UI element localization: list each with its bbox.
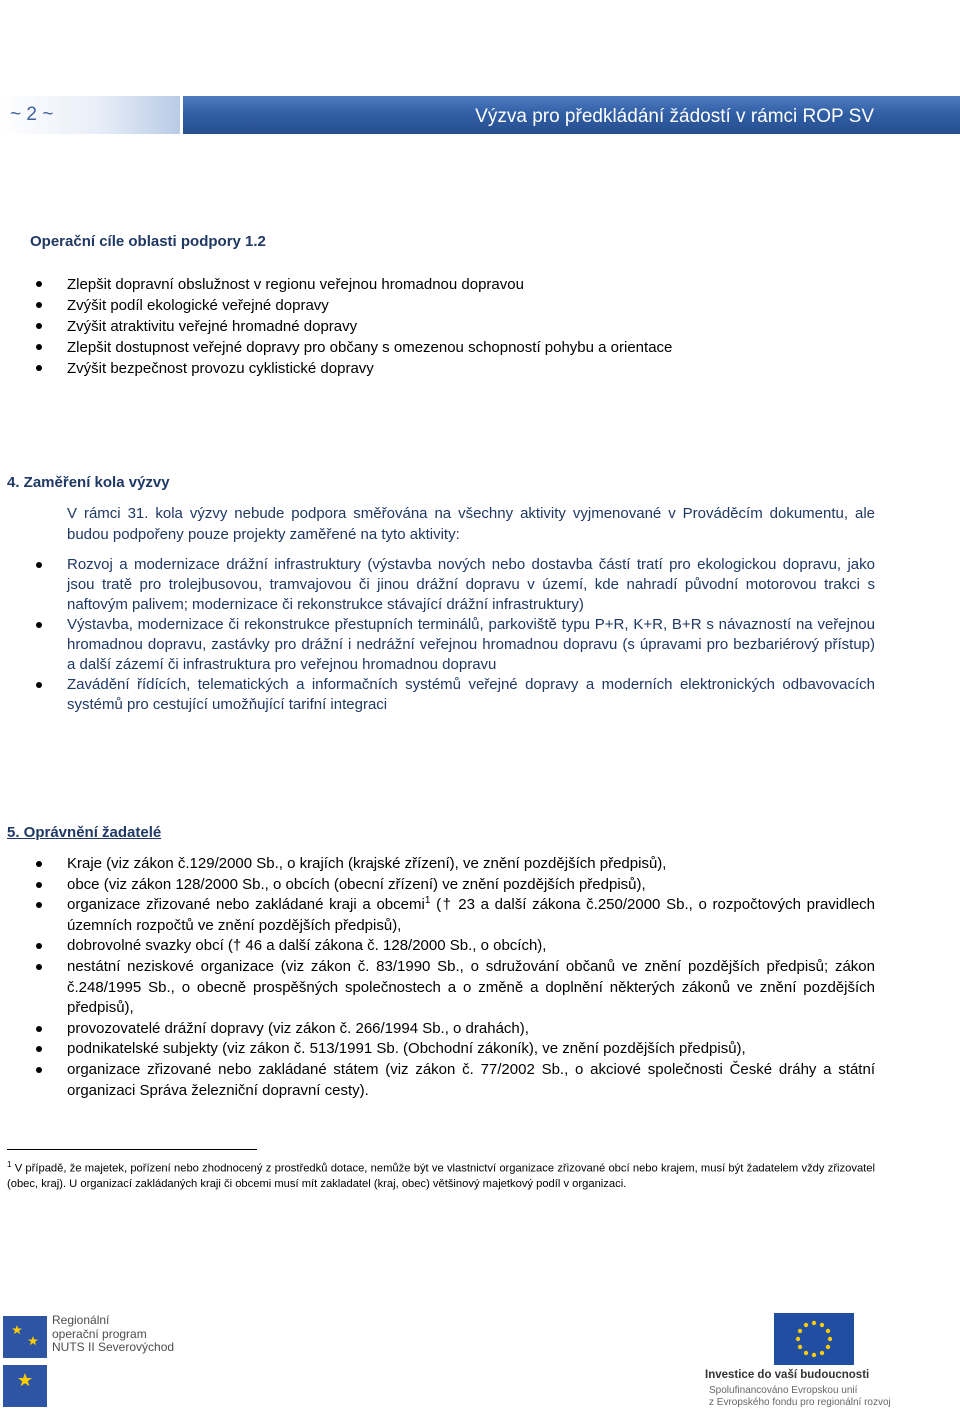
list-item: obce (viz zákon 128/2000 Sb., o obcích (obecní zřízení) ve znění pozdějších předpisů), — [67, 875, 875, 896]
bullet-icon — [36, 302, 42, 308]
bullet-icon — [36, 344, 42, 350]
list-item: podnikatelské subjekty (viz zákon č. 513/1991 Sb. (Obchodní zákoník), ve znění pozdějších předpisů), — [67, 1039, 875, 1060]
list-item: Zvýšit podíl ekologické veřejné dopravy — [67, 295, 887, 316]
list-item: dobrovolné svazky obcí († 46 a další zákona č. 128/2000 Sb., o obcích), — [67, 936, 875, 957]
list-item: organizace zřizované nebo zakládané kraji a obcemi$^1$ († 23 a další zákona č.250/2000 Sb., o rozpočtových pravidlech územních rozpočtů ve znění pozdějších předpisů), — [67, 895, 875, 936]
list-item: Rozvoj a modernizace drážní infrastruktury (výstavba nových nebo dostavba částí tratí pro ekologickou dopravu, jako jsou tratě pro trolejbusovou, tramvajovou či jinou drážní dopravu v území, kde nahradí původní motorovou trakci s naftovým palivem; modernizace či rekonstrukce stávající drážní infrastruktury) — [67, 555, 875, 615]
eu-stars-icon — [3, 1316, 47, 1358]
list-item: Zvýšit atraktivitu veřejné hromadné dopravy — [67, 316, 887, 337]
bullet-icon — [36, 682, 42, 688]
list-item: Zlepšit dostupnost veřejné dopravy pro občany s omezenou schopností pohybu a orientace — [67, 337, 887, 358]
eu-logo-subtitle: Spolufinancováno Evropskou unií z Evropského fondu pro regionální rozvoj — [709, 1385, 891, 1408]
list-item: Zvýšit bezpečnost provozu cyklistické dopravy — [67, 358, 887, 379]
eu-logo — [664, 1313, 894, 1413]
bullet-icon — [36, 882, 42, 888]
list-item: nestátní neziskové organizace (viz zákon č. 83/1990 Sb., o sdružování občanů ve znění pozdějších předpisů; zákon č.248/1995 Sb., o obecně prospěšných společnostech a o změně a doplnění některých zákonů ve znění pozdějších předpisů), — [67, 957, 875, 1019]
bullet-icon — [36, 964, 42, 970]
rop-logo — [0, 1313, 180, 1408]
activities-list — [67, 555, 875, 715]
page-number: ~ 2 ~ — [0, 96, 180, 134]
footnote-separator — [7, 1149, 257, 1150]
list-item: Výstavba, modernizace či rekonstrukce přestupních terminálů, parkoviště typu P+R, K+R, B+R s návazností na veřejnou hromadnou dopravu, zastávky pro drážní i nedrážní veřejnou hromadnou dopravu (s úpravami pro bezbariérový přístup) a další zázemí či infrastruktura pro veřejnou hromadnou dopravu — [67, 615, 875, 675]
bullet-icon — [36, 943, 42, 949]
bullet-icon — [36, 562, 42, 568]
bullet-icon — [36, 365, 42, 371]
footnote — [7, 1157, 875, 1193]
bullet-icon — [36, 861, 42, 867]
section-4-intro: V rámci 31. kola výzvy nebude podpora směřována na všechny aktivity vyjmenované v Prováděcím dokumentu, ale budou podpořeny pouze projekty zaměřené na tyto aktivity: — [67, 505, 875, 543]
list-item: organizace zřizované nebo zakládané státem (viz zákon č. 77/2002 Sb., o akciové společnosti České dráhy a státní organizaci Správa železniční dopravní cesty). — [67, 1060, 875, 1101]
list-item: provozovatelé drážní dopravy (viz zákon č. 266/1994 Sb., o drahách), — [67, 1019, 875, 1040]
document-title: Výzva pro předkládání žádostí v rámci ROP SV — [183, 96, 960, 134]
bullet-icon — [36, 1026, 42, 1032]
bullet-icon — [36, 902, 42, 908]
bullet-icon — [36, 1067, 42, 1073]
list-item: Kraje (viz zákon č.129/2000 Sb., o krajích (krajské zřízení), ve znění pozdějších předpisů), — [67, 854, 875, 875]
objectives-list — [67, 274, 887, 379]
rop-logo-text: Regionální operační program NUTS II Severovýchod — [52, 1313, 175, 1354]
eu-stars-icon — [3, 1365, 47, 1407]
eu-logo-title: Investice do vaší budoucnosti — [705, 1369, 870, 1381]
page-header — [0, 96, 960, 134]
footnote-text: V případě, že majetek, pořízení nebo zhodnocený z prostředků dotace, nemůže být ve vlastnictví organizace zřizované obcí nebo krajem, musí být žadatelem vždy zřizovatel (obec, kraj). U organizací zakládaných kraji či obcemi musí mít zakladatel (kraj, obec) většinový majetkový podíl v organizaci. — [7, 1162, 875, 1191]
list-item: Zavádění řídících, telematických a informačních systémů veřejné dopravy a moderních elektronických odbavovacích systémů pro cestující umožňující tarifní integraci — [67, 675, 875, 715]
footnote-number: 1 — [7, 1160, 12, 1169]
objectives-heading: Operační cíle oblasti podpory 1.2 — [30, 233, 266, 250]
bullet-icon — [36, 622, 42, 628]
applicants-list — [67, 854, 875, 1101]
section-5-title: 5. Oprávnění žadatelé — [7, 824, 162, 841]
bullet-icon — [36, 323, 42, 329]
list-item: Zlepšit dopravní obslužnost v regionu veřejnou hromadnou dopravou — [67, 274, 887, 295]
bullet-icon — [36, 281, 42, 287]
footnote-ref: 1 — [424, 895, 431, 907]
section-4-title: 4. Zaměření kola výzvy — [7, 474, 170, 491]
bullet-icon — [36, 1046, 42, 1052]
eu-flag-icon — [774, 1313, 854, 1365]
